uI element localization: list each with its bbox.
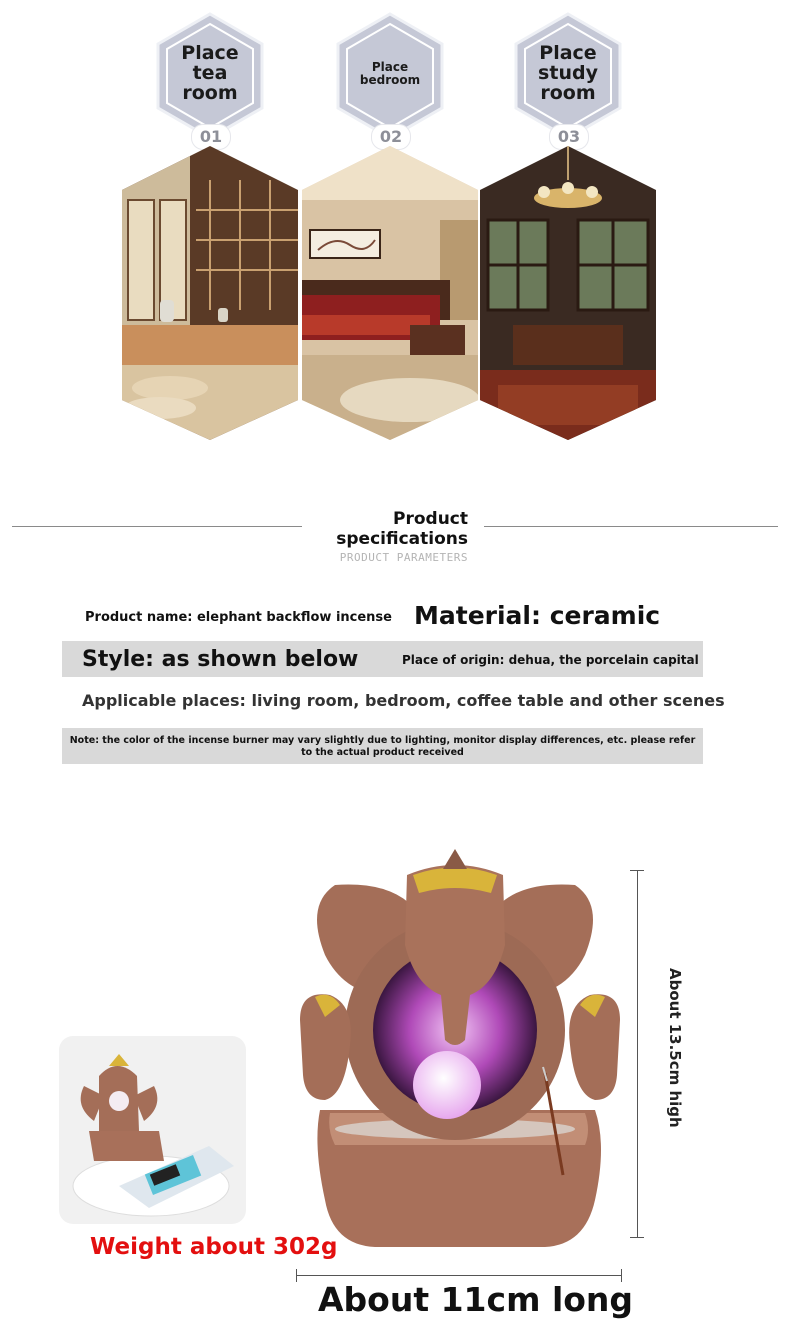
applicable-places: Applicable places: living room, bedroom, coffee table and other scenes [82,691,725,710]
scene-study-room [478,12,658,442]
divider-right [484,526,778,527]
length-ruler [296,1275,622,1276]
section-title: Product specifications [336,509,468,549]
height-ruler-top-tick [630,870,644,871]
weighing-scale-photo [59,1036,246,1224]
scene-tea-room [120,12,300,442]
scene-badge [334,12,446,140]
scene-badge [512,12,624,140]
note: Note: the color of the incense burner may vary slightly due to lighting, monitor display differences, etc. please refer to the actual product received [69,735,696,758]
bedroom-photo [300,140,480,440]
scene-number: 01 [191,124,231,150]
height-ruler-bottom-tick [630,1237,644,1238]
scene-badge [154,12,266,140]
scene-label: Place tea room [181,42,239,104]
scene-bedroom [300,12,480,442]
height-label: About 13.5cm high [666,968,684,1128]
height-ruler [637,870,638,1237]
scene-label: Place study room [538,42,598,104]
product-name: Product name: elephant backflow incense [85,610,392,625]
section-subtitle: PRODUCT PARAMETERS [339,551,468,564]
place-of-origin: Place of origin: dehua, the porcelain capital [402,653,699,667]
study-room-photo [478,140,658,440]
divider-left [12,526,302,527]
length-ruler-left-tick [296,1269,297,1282]
scene-number: 02 [371,124,411,150]
length-label: About 11cm long [318,1280,634,1319]
elephant-incense-burner-image [295,845,625,1255]
scene-label: Place bedroom [359,60,421,87]
weight-label: Weight about 302g [90,1234,338,1260]
material: Material: ceramic [414,601,661,630]
tea-room-photo [120,140,300,440]
scene-number: 03 [549,124,589,150]
style: Style: as shown below [82,647,359,672]
